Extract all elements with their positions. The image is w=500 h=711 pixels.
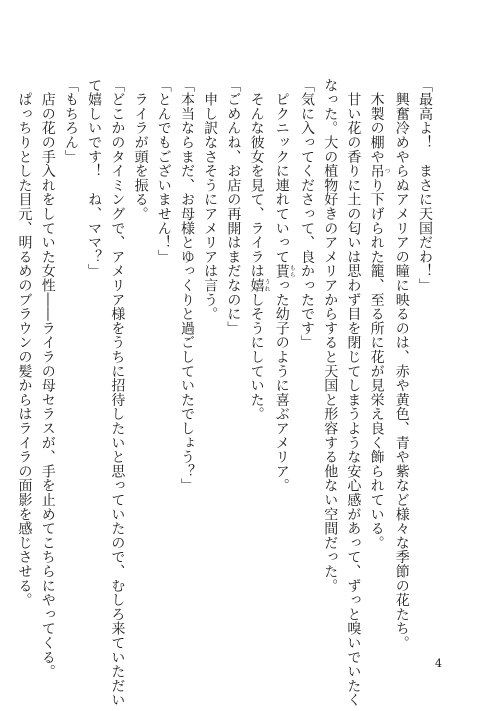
text-segment: り下げられた籠、至る所に花が見栄え良く飾られている。: [368, 178, 385, 550]
ruby-base: 嬉: [248, 278, 265, 293]
text-line: [295, 78, 318, 638]
text-line: [413, 78, 436, 638]
ruby-base: 貰: [273, 263, 290, 279]
text-segment: 「ごめんね、お店の再開はまだなのに」: [225, 78, 242, 336]
text-line: [82, 78, 105, 638]
ruby-reading: つ: [383, 163, 391, 179]
text-segment: 申し訳なさそうにアメリアは言う。: [202, 78, 219, 322]
ruby-reading: もら: [288, 263, 296, 279]
text-segment: しそうにしていた。: [248, 292, 265, 422]
text-segment: 店の花の手入れをしていた女性――ライラの母セラスが、手を止めてこちらにやってくる。: [39, 78, 56, 679]
text-segment: そんな彼女を見て、ライラは: [248, 78, 265, 279]
text-line: [364, 78, 389, 638]
text-segment: ぱっちりとした目元、明るめのブラウンの髪からはライラの面影を感じさせる。: [16, 78, 33, 608]
text-segment: ライラが頭を振る。: [132, 78, 149, 221]
text-line: [198, 78, 221, 638]
ruby-annotation: [273, 263, 296, 279]
text-segment: 興奮冷めやらぬアメリアの瞳に映るのは、赤や黄色、青や紫など様々な季節の花たち。: [393, 78, 410, 650]
text-line: [105, 78, 128, 708]
text-segment: ピクニックに連れていって: [273, 78, 290, 264]
text-segment: 甘い花の香りに土の匂いは思わず目を閉じてしまうような安心感があって、ずっと嗅いでいたく: [345, 78, 362, 708]
text-segment: 木製の棚や: [368, 78, 385, 164]
text-segment: 「最高よ！ まさに天国だわ！」: [417, 78, 433, 293]
vertical-text-block: [12, 78, 436, 708]
text-segment: 「もちろん」: [62, 78, 79, 164]
text-segment: 「気に入ってくださって、良かったです」: [298, 78, 315, 350]
ruby-annotation: [368, 163, 391, 179]
ruby-base: 吊: [368, 163, 385, 179]
text-segment: 「本当ならまだ、お母様とゆっくりと過ごしていたでしょう？」: [178, 78, 195, 493]
text-segment: 「どこかのタイミングで、アメリア様をうちに招待したいと思っていたので、むしろ来ていただい: [109, 78, 126, 708]
text-line: [59, 78, 82, 638]
text-line: [221, 78, 244, 638]
page-number: 4: [435, 657, 442, 670]
text-segment: 「とんでもございません！」: [155, 78, 172, 264]
text-line: [270, 78, 295, 638]
text-line: [128, 78, 151, 638]
text-segment: った幼子のように喜ぶアメリア。: [273, 278, 290, 493]
text-segment: て嬉しいです！ ね、ママ？」: [86, 78, 103, 279]
text-line: [152, 78, 175, 638]
text-line: [390, 78, 413, 650]
text-line: [244, 78, 269, 638]
text-line: [175, 78, 198, 638]
text-segment: なった。大の植物好きのアメリアからすると天国と形容する他ない空間だった。: [322, 78, 339, 593]
text-line: [318, 78, 341, 638]
ruby-reading: うれ: [263, 278, 271, 293]
text-line: [341, 78, 364, 708]
ruby-annotation: [248, 278, 271, 293]
text-line: [12, 78, 35, 638]
text-line: [36, 78, 59, 679]
